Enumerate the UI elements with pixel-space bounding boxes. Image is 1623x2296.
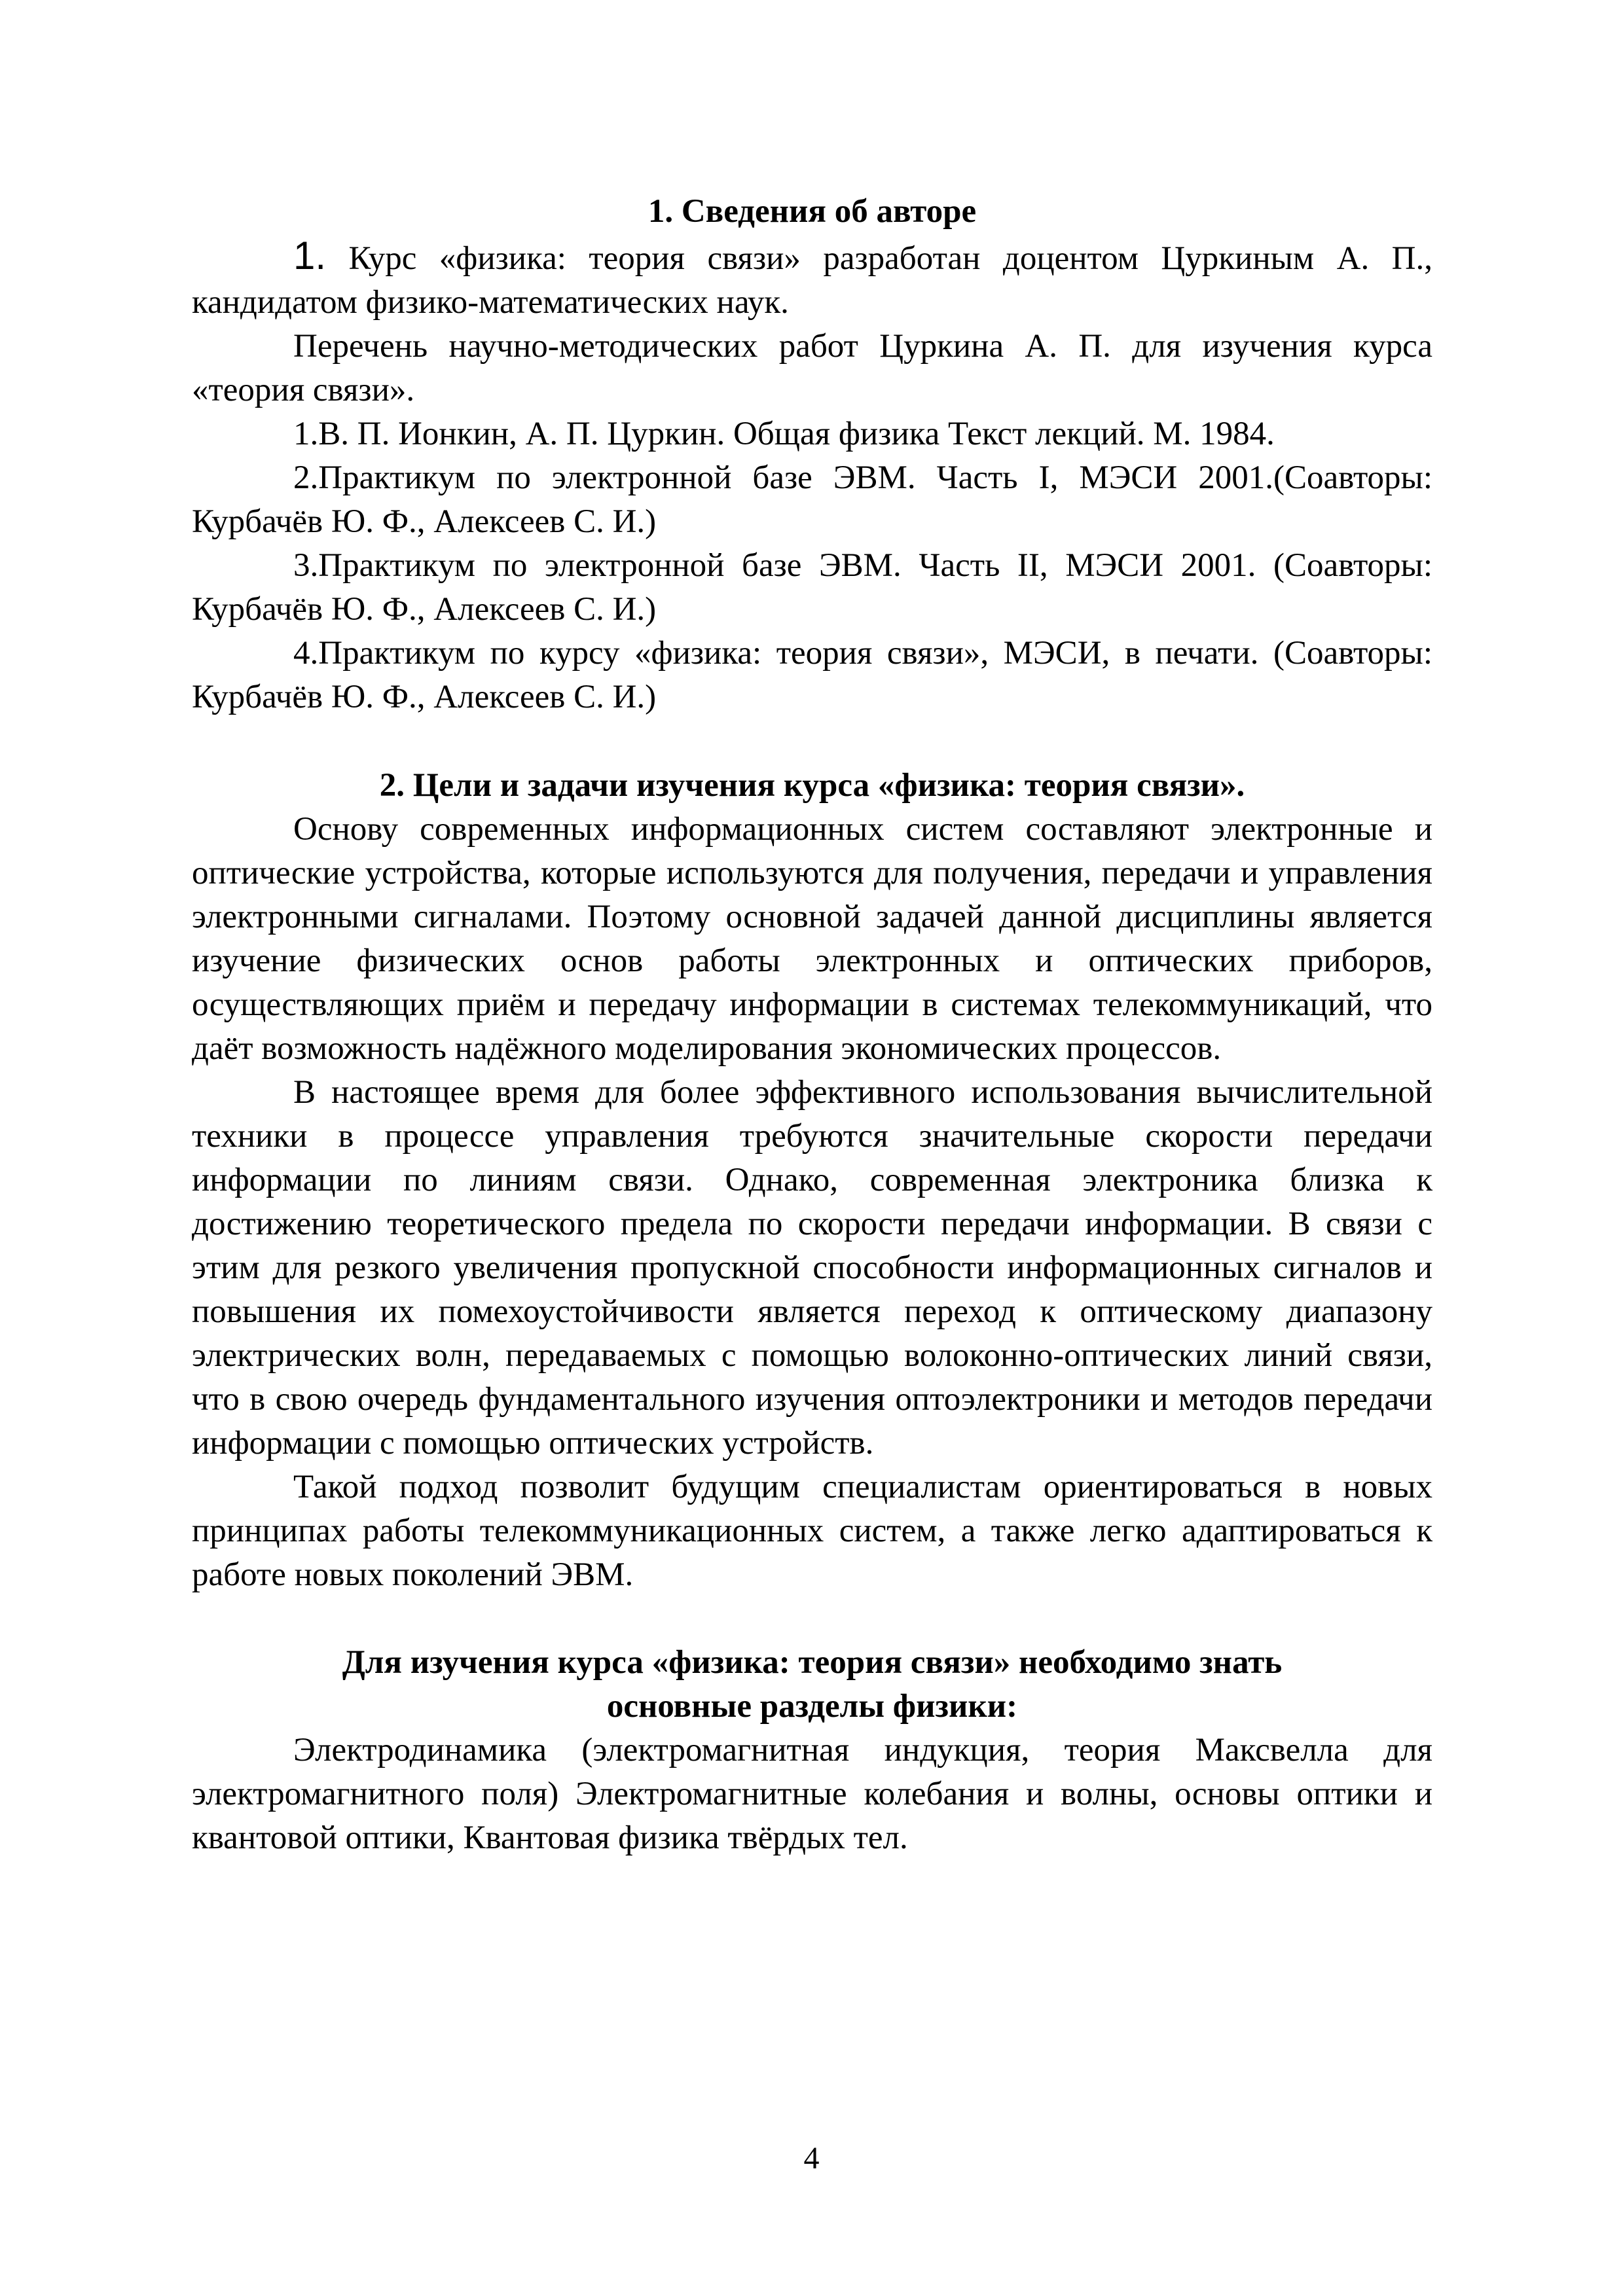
goals-paragraph: Такой подход позволит будущим специалистам ориентироваться в новых принципах работы телекоммуникационных систем, а также легко адаптироваться к работе новых поколений ЭВМ.	[192, 1469, 1432, 1593]
page-number: 4	[803, 2141, 820, 2176]
goals-paragraph: В настоящее время для более эффективного использования вычислительной техники в процессе управления требуются значительные скорости передачи информации по линиям связи. Однако, современная электроника близка к достижению теоретического предела по скорости передачи информации. В связи с этим для резкого увеличения пропускной способности информационных сигналов и повышения их помехоустойчивости является переход к оптическому диапазону электрических волн, передаваемых с помощью волоконно-оптических линий связи, что в свою очередь фундаментального изучения оптоэлектроники и методов передачи информации с помощью оптических устройств.	[192, 1074, 1432, 1462]
work-item: 4.Практикум по курсу «физика: теория связи», МЭСИ, в печати. (Соавторы: Курбачёв Ю. Ф., Алексеев С. И.)	[192, 635, 1432, 715]
work-item: 3.Практикум по электронной базе ЭВМ. Часть II, МЭСИ 2001. (Соавторы: Курбачёв Ю. Ф., Алексеев С. И.)	[192, 547, 1432, 628]
goals-paragraph: Основу современных информационных систем составляют электронные и оптические устройства, которые используются для получения, передачи и управления электронными сигналами. Поэтому основной задачей данной дисциплины является изучение физических основ работы электронных и оптических приборов, осуществляющих приём и передачу информации в системах телекоммуникаций, что даёт возможность надёжного моделирования экономических процессов.	[192, 811, 1432, 1067]
prerequisites-heading-line-2: основные разделы физики:	[606, 1688, 1018, 1725]
page-content	[192, 190, 1432, 1860]
prerequisites-paragraph: Электродинамика (электромагнитная индукция, теория Максвелла для электромагнитного поля) Электромагнитные колебания и волны, основы оптики и квантовой оптики, Квантовая физика твёрдых тел.	[192, 1732, 1432, 1856]
author-intro-paragraph	[192, 234, 1432, 325]
work-item: 2.Практикум по электронной базе ЭВМ. Часть I, МЭСИ 2001.(Соавторы: Курбачёв Ю. Ф., Алексеев С. И.)	[192, 459, 1432, 540]
author-intro-number: 1.	[293, 234, 327, 278]
prerequisites-heading-line-1: Для изучения курса «физика: теория связи» необходимо знать	[342, 1644, 1283, 1681]
section-spacer	[192, 1597, 1432, 1641]
section-goals-heading: 2. Цели и задачи изучения курса «физика: теория связи».	[379, 767, 1245, 804]
works-list-intro: Перечень научно-методических работ Цуркина А. П. для изучения курса «теория связи».	[192, 328, 1432, 408]
work-item: 1.В. П. Ионкин, А. П. Цуркин. Общая физика Текст лекций. М. 1984.	[293, 416, 1275, 452]
section-author-heading: 1. Сведения об авторе	[647, 193, 977, 230]
section-spacer	[192, 719, 1432, 764]
author-intro-text: Курс «физика: теория связи» разработан доцентом Цуркиным А. П., кандидатом физико-математических наук.	[192, 240, 1432, 321]
